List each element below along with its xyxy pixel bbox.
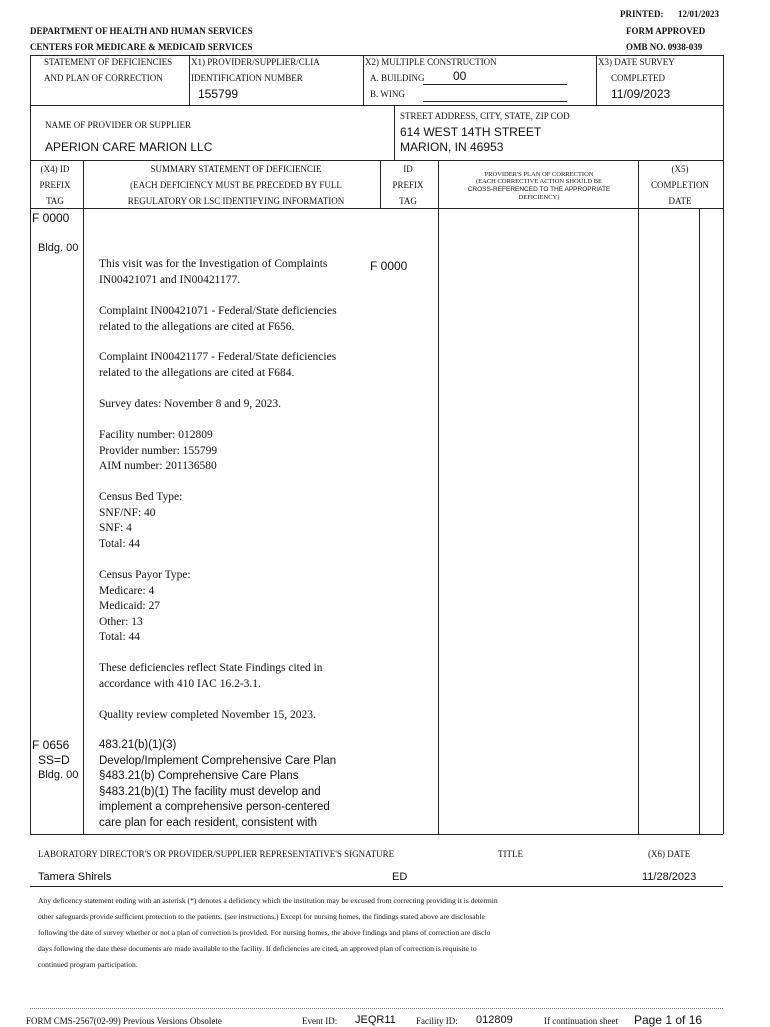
signature-label: LABORATORY DIRECTOR'S OR PROVIDER/SUPPLIER REPRESENTATIVE'S SIGNATURE — [38, 849, 395, 859]
x2-label: X2) MULTIPLE CONSTRUCTION — [365, 57, 497, 67]
tag-f0000: F 0000 — [32, 211, 70, 225]
page-number: Page 1 of 16 — [634, 1013, 703, 1027]
paragraph-census-bed: Census Bed Type: SNF/NF: 40 SNF: 4 Total: 44 — [99, 491, 183, 550]
plan-header-line1: PROVIDER'S PLAN OF CORRECTION — [484, 171, 594, 178]
form-approved: FORM APPROVED — [626, 26, 706, 36]
omb-number: OMB NO. 0938-039 — [626, 42, 703, 52]
bldg-label-1: Bldg. 00 — [38, 242, 79, 254]
summary-header-line1: SUMMARY STATEMENT OF DEFICIENCIE — [150, 164, 322, 174]
id-header-line3: TAG — [399, 196, 417, 206]
event-id-label: Event ID: — [302, 1016, 338, 1026]
id-header-line2: PREFIX — [392, 180, 424, 190]
signature-date: 11/28/2023 — [642, 871, 697, 883]
address-line1: 614 WEST 14TH STREET — [400, 125, 542, 139]
wing-label: B. WING — [370, 89, 405, 99]
paragraph-quality-review: Quality review completed November 15, 2023. — [99, 709, 316, 721]
x3-label-line2: COMPLETED — [611, 73, 665, 83]
event-id-value: JEQR11 — [355, 1014, 396, 1026]
address-label: STREET ADDRESS, CITY, STATE, ZIP COD — [400, 111, 570, 121]
plan-header-line3: CROSS-REFERENCED TO THE APPROPRIATE — [467, 186, 611, 193]
provider-name-label: NAME OF PROVIDER OR SUPPLIER — [45, 120, 192, 130]
date-label: (X6) DATE — [648, 849, 691, 859]
form-number: FORM CMS-2567(02-99) Previous Versions Obsolete — [26, 1016, 222, 1026]
facility-id-value: 012809 — [476, 1014, 513, 1026]
x3-label-line1: X3) DATE SURVEY — [598, 57, 675, 67]
survey-date-value: 11/09/2023 — [611, 87, 671, 101]
paragraph-complaint-1: Complaint IN00421071 - Federal/State deficiencies related to the allegations are cited at F656. — [99, 305, 337, 333]
statement-label-line2: AND PLAN OF CORRECTION — [44, 73, 163, 83]
x1-label-line2: IDENTIFICATION NUMBER — [191, 73, 303, 83]
paragraph-state-findings: These deficiencies reflect State Findings cited in accordance with 410 IAC 16.2-3.1. — [99, 662, 323, 690]
paragraph-f0656-regulation: 483.21(b)(1)(3) Develop/Implement Comprehensive Care Plan §483.21(b) Comprehensive Care Plans §483.21(b)(1) The facility must develop and implement a comprehensive person-centered care plan for each resident, consistent with — [99, 739, 337, 829]
continuation-label: If continuation sheet — [544, 1016, 618, 1026]
id-tag-f0000: F 0000 — [370, 259, 408, 273]
printed-date: 12/01/2023 — [678, 9, 720, 19]
address-line2: MARION, IN 46953 — [400, 140, 504, 154]
disclaimer: Any deficency statement ending with an asterisk (*) denotes a deficiency which the institution may be excused from correcting providing it is determin other safeguards provide sufficient protection to the patients. (see instructions.) Except for nursing homes, the findings stated above are disclosable following the date of survey whether or not a plan of correction is provided. For nursing homes, the above findings and plans of correction are disclo days following the date these documents are made available to the facility. If deficiencies are cited, an approved plan of correction is requisite to continued program participation. — [38, 896, 498, 969]
x4-header-line3: TAG — [46, 196, 64, 206]
statement-label-line1: STATEMENT OF DEFICIENCIES — [44, 57, 173, 67]
department-title: DEPARTMENT OF HEALTH AND HUMAN SERVICES — [30, 26, 253, 36]
paragraph-census-payor: Census Payor Type: Medicare: 4 Medicaid: 27 Other: 13 Total: 44 — [99, 569, 191, 643]
provider-name-value: APERION CARE MARION LLC — [45, 140, 213, 154]
building-value: 00 — [453, 69, 467, 83]
x5-header-line1: (X5) — [671, 164, 689, 174]
plan-header-line4: DEFICIENCY) — [518, 194, 560, 201]
paragraph-facility-numbers: Facility number: 012809 Provider number: 155799 AIM number: 201136580 — [99, 429, 218, 472]
bldg-label-2: Bldg. 00 — [38, 769, 79, 781]
tag-f0656: F 0656 — [32, 738, 70, 752]
x5-header-line3: DATE — [668, 196, 692, 206]
summary-header-line3: REGULATORY OR LSC IDENTIFYING INFORMATION — [127, 196, 345, 206]
id-header-line1: ID — [403, 164, 413, 174]
title-label: TITLE — [498, 849, 523, 859]
paragraph-survey-dates: Survey dates: November 8 and 9, 2023. — [99, 398, 282, 410]
paragraph-visit: This visit was for the Investigation of Complaints IN00421071 and IN00421177. — [99, 258, 328, 286]
signature-title: ED — [392, 871, 408, 883]
x4-header-line1: (X4) ID — [40, 164, 70, 174]
facility-id-label: Facility ID: — [416, 1016, 458, 1026]
centers-title: CENTERS FOR MEDICARE & MEDICAID SERVICES — [30, 42, 253, 52]
x1-label-line1: X1) PROVIDER/SUPPLIER/CLIA — [191, 57, 320, 67]
summary-header-line2: (EACH DEFICIENCY MUST BE PRECEDED BY FULL — [130, 180, 342, 190]
paragraph-complaint-2: Complaint IN00421177 - Federal/State deficiencies related to the allegations are cited at F684. — [99, 351, 337, 379]
printed-label: PRINTED: — [620, 9, 664, 19]
scope-severity: SS=D — [38, 753, 70, 767]
x5-header-line2: COMPLETION — [651, 180, 709, 190]
building-label: A. BUILDING — [370, 73, 425, 83]
plan-header-line2: (EACH CORRECTIVE ACTION SHOULD BE — [475, 178, 603, 185]
x4-header-line2: PREFIX — [39, 180, 71, 190]
signature-name: Tamera Shirels — [38, 871, 112, 883]
provider-id-value: 155799 — [198, 87, 239, 101]
